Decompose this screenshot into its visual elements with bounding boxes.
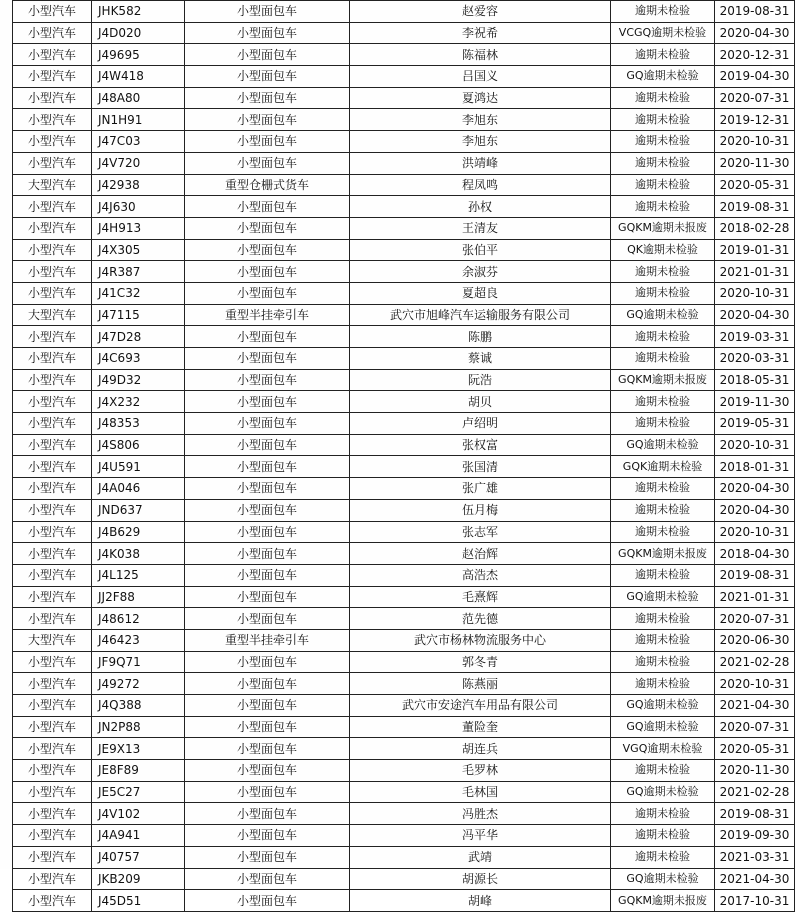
vehicle-class-cell: 小型汽车: [13, 109, 92, 131]
table-row: [13, 716, 795, 738]
vehicle-type-cell: 小型面包车: [185, 543, 350, 565]
vehicle-type-cell: 小型面包车: [185, 825, 350, 847]
status-cell: GQ逾期未检验: [611, 868, 715, 890]
vehicle-class-cell: 小型汽车: [13, 369, 92, 391]
table-row: [13, 651, 795, 673]
owner-cell: 胡峰: [350, 890, 611, 912]
plate-number-cell: JF9Q71: [92, 651, 185, 673]
owner-cell: 武穴市旭峰汽车运输服务有限公司: [350, 304, 611, 326]
table-row: [13, 456, 795, 478]
status-cell: GQ逾期未检验: [611, 716, 715, 738]
plate-number-cell: J40757: [92, 846, 185, 868]
table-row: [13, 673, 795, 695]
plate-number-cell: J4B629: [92, 521, 185, 543]
vehicle-class-cell: 小型汽车: [13, 66, 92, 88]
owner-cell: 王清友: [350, 217, 611, 239]
vehicle-class-cell: 小型汽车: [13, 391, 92, 413]
table-row: [13, 846, 795, 868]
status-cell: GQK逾期未检验: [611, 456, 715, 478]
plate-number-cell: J42938: [92, 174, 185, 196]
date-cell: 2021-04-30: [715, 695, 795, 717]
status-cell: GQ逾期未检验: [611, 586, 715, 608]
date-cell: 2020-07-31: [715, 87, 795, 109]
owner-cell: 武穴市杨林物流服务中心: [350, 629, 611, 651]
plate-number-cell: J4J630: [92, 196, 185, 218]
plate-number-cell: J48A80: [92, 87, 185, 109]
date-cell: 2021-02-28: [715, 651, 795, 673]
vehicle-type-cell: 小型面包车: [185, 673, 350, 695]
plate-number-cell: J4X305: [92, 239, 185, 261]
owner-cell: 夏超良: [350, 282, 611, 304]
vehicle-type-cell: 小型面包车: [185, 781, 350, 803]
plate-number-cell: J49695: [92, 44, 185, 66]
owner-cell: 陈福林: [350, 44, 611, 66]
vehicle-type-cell: 小型面包车: [185, 868, 350, 890]
vehicle-class-cell: 小型汽车: [13, 456, 92, 478]
vehicle-type-cell: 重型半挂牵引车: [185, 629, 350, 651]
vehicle-table: [12, 0, 795, 912]
owner-cell: 洪靖峰: [350, 152, 611, 174]
status-cell: 逾期未检验: [611, 413, 715, 435]
vehicle-class-cell: 小型汽车: [13, 44, 92, 66]
vehicle-class-cell: 小型汽车: [13, 781, 92, 803]
vehicle-class-cell: 小型汽车: [13, 22, 92, 44]
status-cell: 逾期未检验: [611, 499, 715, 521]
date-cell: 2020-07-31: [715, 608, 795, 630]
owner-cell: 李祝希: [350, 22, 611, 44]
vehicle-type-cell: 小型面包车: [185, 282, 350, 304]
table-row: [13, 304, 795, 326]
status-cell: 逾期未检验: [611, 109, 715, 131]
owner-cell: 董险奎: [350, 716, 611, 738]
status-cell: 逾期未检验: [611, 131, 715, 153]
plate-number-cell: JN2P88: [92, 716, 185, 738]
table-row: [13, 109, 795, 131]
owner-cell: 张志军: [350, 521, 611, 543]
vehicle-type-cell: 小型面包车: [185, 564, 350, 586]
owner-cell: 胡连兵: [350, 738, 611, 760]
table-row: [13, 1, 795, 23]
vehicle-type-cell: 小型面包车: [185, 44, 350, 66]
vehicle-class-cell: 小型汽车: [13, 760, 92, 782]
vehicle-type-cell: 小型面包车: [185, 586, 350, 608]
vehicle-class-cell: 小型汽车: [13, 586, 92, 608]
plate-number-cell: JE8F89: [92, 760, 185, 782]
owner-cell: 武穴市安途汽车用品有限公司: [350, 695, 611, 717]
vehicle-type-cell: 小型面包车: [185, 521, 350, 543]
status-cell: GQKM逾期未报废: [611, 890, 715, 912]
plate-number-cell: J4D020: [92, 22, 185, 44]
vehicle-class-cell: 小型汽车: [13, 803, 92, 825]
vehicle-class-cell: 小型汽车: [13, 152, 92, 174]
date-cell: 2019-12-31: [715, 109, 795, 131]
table-row: [13, 87, 795, 109]
status-cell: 逾期未检验: [611, 478, 715, 500]
date-cell: 2020-04-30: [715, 499, 795, 521]
vehicle-class-cell: 小型汽车: [13, 217, 92, 239]
table-row: [13, 564, 795, 586]
date-cell: 2019-08-31: [715, 564, 795, 586]
vehicle-class-cell: 小型汽车: [13, 282, 92, 304]
owner-cell: 赵治辉: [350, 543, 611, 565]
plate-number-cell: J4A046: [92, 478, 185, 500]
date-cell: 2019-08-31: [715, 1, 795, 23]
plate-number-cell: JE9X13: [92, 738, 185, 760]
vehicle-type-cell: 小型面包车: [185, 651, 350, 673]
date-cell: 2020-04-30: [715, 22, 795, 44]
vehicle-class-cell: 小型汽车: [13, 738, 92, 760]
date-cell: 2019-04-30: [715, 66, 795, 88]
vehicle-type-cell: 小型面包车: [185, 152, 350, 174]
vehicle-class-cell: 小型汽车: [13, 131, 92, 153]
plate-number-cell: JKB209: [92, 868, 185, 890]
vehicle-class-cell: 小型汽车: [13, 434, 92, 456]
status-cell: 逾期未检验: [611, 760, 715, 782]
vehicle-class-cell: 小型汽车: [13, 499, 92, 521]
vehicle-type-cell: 小型面包车: [185, 66, 350, 88]
plate-number-cell: J41C32: [92, 282, 185, 304]
vehicle-class-cell: 小型汽车: [13, 868, 92, 890]
owner-cell: 毛罗林: [350, 760, 611, 782]
table-row: [13, 174, 795, 196]
plate-number-cell: J46423: [92, 629, 185, 651]
plate-number-cell: J47115: [92, 304, 185, 326]
vehicle-class-cell: 大型汽车: [13, 304, 92, 326]
vehicle-type-cell: 小型面包车: [185, 196, 350, 218]
date-cell: 2018-05-31: [715, 369, 795, 391]
table-row: [13, 825, 795, 847]
plate-number-cell: J4Q388: [92, 695, 185, 717]
owner-cell: 张国清: [350, 456, 611, 478]
date-cell: 2020-07-31: [715, 716, 795, 738]
vehicle-class-cell: 小型汽车: [13, 326, 92, 348]
status-cell: GQ逾期未检验: [611, 304, 715, 326]
table-row: [13, 608, 795, 630]
date-cell: 2021-02-28: [715, 781, 795, 803]
date-cell: 2020-10-31: [715, 131, 795, 153]
table-row: [13, 543, 795, 565]
status-cell: 逾期未检验: [611, 651, 715, 673]
date-cell: 2019-08-31: [715, 803, 795, 825]
vehicle-type-cell: 小型面包车: [185, 348, 350, 370]
vehicle-type-cell: 小型面包车: [185, 239, 350, 261]
status-cell: GQKM逾期未报废: [611, 543, 715, 565]
status-cell: VGQ逾期未检验: [611, 738, 715, 760]
status-cell: GQ逾期未检验: [611, 66, 715, 88]
plate-number-cell: J4L125: [92, 564, 185, 586]
vehicle-class-cell: 小型汽车: [13, 543, 92, 565]
plate-number-cell: J4W418: [92, 66, 185, 88]
plate-number-cell: JE5C27: [92, 781, 185, 803]
plate-number-cell: J4U591: [92, 456, 185, 478]
date-cell: 2020-10-31: [715, 282, 795, 304]
owner-cell: 李旭东: [350, 131, 611, 153]
date-cell: 2020-12-31: [715, 44, 795, 66]
vehicle-type-cell: 小型面包车: [185, 695, 350, 717]
table-row: [13, 152, 795, 174]
status-cell: 逾期未检验: [611, 174, 715, 196]
date-cell: 2020-04-30: [715, 478, 795, 500]
vehicle-class-cell: 小型汽车: [13, 564, 92, 586]
table-row: [13, 499, 795, 521]
plate-number-cell: J4S806: [92, 434, 185, 456]
owner-cell: 郭冬青: [350, 651, 611, 673]
status-cell: GQKM逾期未报废: [611, 217, 715, 239]
date-cell: 2021-04-30: [715, 868, 795, 890]
status-cell: 逾期未检验: [611, 196, 715, 218]
owner-cell: 夏鸿达: [350, 87, 611, 109]
date-cell: 2019-05-31: [715, 413, 795, 435]
status-cell: 逾期未检验: [611, 673, 715, 695]
owner-cell: 李旭东: [350, 109, 611, 131]
date-cell: 2020-11-30: [715, 152, 795, 174]
status-cell: 逾期未检验: [611, 608, 715, 630]
table-row: [13, 695, 795, 717]
status-cell: 逾期未检验: [611, 282, 715, 304]
owner-cell: 范先德: [350, 608, 611, 630]
vehicle-type-cell: 小型面包车: [185, 87, 350, 109]
plate-number-cell: J47C03: [92, 131, 185, 153]
plate-number-cell: J4A941: [92, 825, 185, 847]
vehicle-class-cell: 小型汽车: [13, 261, 92, 283]
vehicle-type-cell: 小型面包车: [185, 1, 350, 23]
table-row: [13, 434, 795, 456]
date-cell: 2020-04-30: [715, 304, 795, 326]
table-row: [13, 369, 795, 391]
owner-cell: 胡贝: [350, 391, 611, 413]
owner-cell: 卢绍明: [350, 413, 611, 435]
date-cell: 2020-06-30: [715, 629, 795, 651]
owner-cell: 陈燕丽: [350, 673, 611, 695]
status-cell: 逾期未检验: [611, 521, 715, 543]
table-row: [13, 66, 795, 88]
plate-number-cell: J4C693: [92, 348, 185, 370]
plate-number-cell: J4V102: [92, 803, 185, 825]
plate-number-cell: J45D51: [92, 890, 185, 912]
plate-number-cell: J47D28: [92, 326, 185, 348]
plate-number-cell: JHK582: [92, 1, 185, 23]
status-cell: 逾期未检验: [611, 1, 715, 23]
vehicle-type-cell: 小型面包车: [185, 478, 350, 500]
table-row: [13, 391, 795, 413]
owner-cell: 冯平华: [350, 825, 611, 847]
date-cell: 2020-11-30: [715, 760, 795, 782]
status-cell: 逾期未检验: [611, 803, 715, 825]
vehicle-class-cell: 小型汽车: [13, 673, 92, 695]
owner-cell: 蔡诚: [350, 348, 611, 370]
vehicle-class-cell: 小型汽车: [13, 608, 92, 630]
status-cell: 逾期未检验: [611, 348, 715, 370]
status-cell: 逾期未检验: [611, 846, 715, 868]
owner-cell: 张权富: [350, 434, 611, 456]
vehicle-class-cell: 小型汽车: [13, 825, 92, 847]
date-cell: 2020-05-31: [715, 174, 795, 196]
status-cell: 逾期未检验: [611, 261, 715, 283]
date-cell: 2018-04-30: [715, 543, 795, 565]
vehicle-type-cell: 小型面包车: [185, 369, 350, 391]
table-row: [13, 629, 795, 651]
vehicle-type-cell: 小型面包车: [185, 109, 350, 131]
vehicle-class-cell: 小型汽车: [13, 478, 92, 500]
table-row: [13, 760, 795, 782]
vehicle-type-cell: 重型半挂牵引车: [185, 304, 350, 326]
vehicle-type-cell: 小型面包车: [185, 131, 350, 153]
date-cell: 2019-01-31: [715, 239, 795, 261]
date-cell: 2018-02-28: [715, 217, 795, 239]
vehicle-table-body: [13, 1, 795, 912]
status-cell: GQKM逾期未报废: [611, 369, 715, 391]
date-cell: 2020-05-31: [715, 738, 795, 760]
table-row: [13, 196, 795, 218]
date-cell: 2017-10-31: [715, 890, 795, 912]
vehicle-class-cell: 小型汽车: [13, 521, 92, 543]
date-cell: 2019-08-31: [715, 196, 795, 218]
table-row: [13, 890, 795, 912]
date-cell: 2020-03-31: [715, 348, 795, 370]
table-row: [13, 261, 795, 283]
owner-cell: 陈鹏: [350, 326, 611, 348]
vehicle-type-cell: 小型面包车: [185, 456, 350, 478]
vehicle-type-cell: 小型面包车: [185, 261, 350, 283]
date-cell: 2020-10-31: [715, 673, 795, 695]
date-cell: 2021-01-31: [715, 586, 795, 608]
vehicle-type-cell: 小型面包车: [185, 760, 350, 782]
date-cell: 2020-10-31: [715, 434, 795, 456]
vehicle-class-cell: 小型汽车: [13, 196, 92, 218]
owner-cell: 胡源长: [350, 868, 611, 890]
owner-cell: 余淑芬: [350, 261, 611, 283]
status-cell: 逾期未检验: [611, 825, 715, 847]
vehicle-type-cell: 小型面包车: [185, 413, 350, 435]
status-cell: 逾期未检验: [611, 326, 715, 348]
owner-cell: 伍月梅: [350, 499, 611, 521]
table-row: [13, 803, 795, 825]
table-row: [13, 131, 795, 153]
table-row: [13, 326, 795, 348]
table-row: [13, 521, 795, 543]
date-cell: 2019-03-31: [715, 326, 795, 348]
status-cell: 逾期未检验: [611, 564, 715, 586]
status-cell: GQ逾期未检验: [611, 781, 715, 803]
vehicle-type-cell: 小型面包车: [185, 803, 350, 825]
plate-number-cell: J4K038: [92, 543, 185, 565]
vehicle-class-cell: 小型汽车: [13, 239, 92, 261]
vehicle-type-cell: 小型面包车: [185, 846, 350, 868]
owner-cell: 毛林国: [350, 781, 611, 803]
owner-cell: 孙权: [350, 196, 611, 218]
table-row: [13, 22, 795, 44]
status-cell: 逾期未检验: [611, 87, 715, 109]
vehicle-type-cell: 小型面包车: [185, 890, 350, 912]
table-row: [13, 239, 795, 261]
vehicle-type-cell: 小型面包车: [185, 738, 350, 760]
plate-number-cell: JND637: [92, 499, 185, 521]
plate-number-cell: J4H913: [92, 217, 185, 239]
owner-cell: 张广雄: [350, 478, 611, 500]
plate-number-cell: J4R387: [92, 261, 185, 283]
vehicle-type-cell: 小型面包车: [185, 716, 350, 738]
vehicle-class-cell: 小型汽车: [13, 87, 92, 109]
vehicle-class-cell: 小型汽车: [13, 846, 92, 868]
plate-number-cell: J48612: [92, 608, 185, 630]
table-row: [13, 413, 795, 435]
vehicle-type-cell: 小型面包车: [185, 22, 350, 44]
owner-cell: 阮浩: [350, 369, 611, 391]
table-row: [13, 44, 795, 66]
status-cell: VCGQ逾期未检验: [611, 22, 715, 44]
owner-cell: 冯胜杰: [350, 803, 611, 825]
vehicle-class-cell: 小型汽车: [13, 348, 92, 370]
table-row: [13, 781, 795, 803]
owner-cell: 赵爱容: [350, 1, 611, 23]
owner-cell: 高浩杰: [350, 564, 611, 586]
vehicle-type-cell: 小型面包车: [185, 499, 350, 521]
table-row: [13, 348, 795, 370]
status-cell: 逾期未检验: [611, 152, 715, 174]
vehicle-class-cell: 小型汽车: [13, 1, 92, 23]
plate-number-cell: J4V720: [92, 152, 185, 174]
vehicle-class-cell: 小型汽车: [13, 651, 92, 673]
owner-cell: 程凤鸣: [350, 174, 611, 196]
table-row: [13, 586, 795, 608]
table-row: [13, 738, 795, 760]
table-row: [13, 478, 795, 500]
status-cell: 逾期未检验: [611, 44, 715, 66]
status-cell: GQ逾期未检验: [611, 695, 715, 717]
vehicle-class-cell: 大型汽车: [13, 174, 92, 196]
vehicle-class-cell: 大型汽车: [13, 629, 92, 651]
plate-number-cell: J49D32: [92, 369, 185, 391]
table-row: [13, 868, 795, 890]
date-cell: 2019-09-30: [715, 825, 795, 847]
plate-number-cell: J4X232: [92, 391, 185, 413]
vehicle-type-cell: 小型面包车: [185, 608, 350, 630]
table-row: [13, 282, 795, 304]
owner-cell: 张伯平: [350, 239, 611, 261]
plate-number-cell: JN1H91: [92, 109, 185, 131]
vehicle-class-cell: 小型汽车: [13, 716, 92, 738]
owner-cell: 吕国义: [350, 66, 611, 88]
vehicle-type-cell: 小型面包车: [185, 391, 350, 413]
date-cell: 2020-10-31: [715, 521, 795, 543]
plate-number-cell: J48353: [92, 413, 185, 435]
vehicle-class-cell: 小型汽车: [13, 890, 92, 912]
status-cell: 逾期未检验: [611, 629, 715, 651]
vehicle-type-cell: 小型面包车: [185, 434, 350, 456]
status-cell: GQ逾期未检验: [611, 434, 715, 456]
status-cell: 逾期未检验: [611, 391, 715, 413]
plate-number-cell: J49272: [92, 673, 185, 695]
status-cell: QK逾期未检验: [611, 239, 715, 261]
table-row: [13, 217, 795, 239]
vehicle-class-cell: 小型汽车: [13, 695, 92, 717]
plate-number-cell: JJ2F88: [92, 586, 185, 608]
date-cell: 2021-03-31: [715, 846, 795, 868]
owner-cell: 毛熹辉: [350, 586, 611, 608]
date-cell: 2018-01-31: [715, 456, 795, 478]
date-cell: 2019-11-30: [715, 391, 795, 413]
vehicle-type-cell: 小型面包车: [185, 217, 350, 239]
owner-cell: 武靖: [350, 846, 611, 868]
date-cell: 2021-01-31: [715, 261, 795, 283]
vehicle-class-cell: 小型汽车: [13, 413, 92, 435]
vehicle-type-cell: 重型仓栅式货车: [185, 174, 350, 196]
vehicle-type-cell: 小型面包车: [185, 326, 350, 348]
